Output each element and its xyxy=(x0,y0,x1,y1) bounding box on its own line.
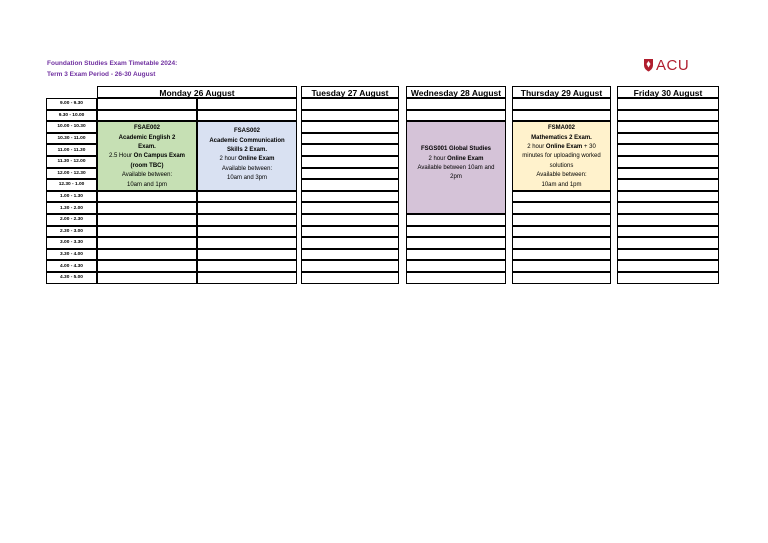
timetable-cell xyxy=(617,260,719,272)
exam-availability-window: 10am and 1pm xyxy=(541,181,582,188)
exam-name: Mathematics 2 Exam. xyxy=(531,134,592,141)
timetable-cell xyxy=(512,202,611,214)
exam-room: (room TBC) xyxy=(130,162,164,169)
timetable-cell xyxy=(97,272,197,284)
time-slot-label: 12.00 - 12.30 xyxy=(46,168,97,180)
timetable-cell xyxy=(617,249,719,261)
timetable-cell xyxy=(512,249,611,261)
day-header: Thursday 29 August xyxy=(512,86,611,98)
timetable-cell xyxy=(301,214,399,226)
exam-name: Academic Communication xyxy=(209,137,285,144)
timetable-cell xyxy=(301,272,399,284)
time-slot-label: 1.30 - 2.00 xyxy=(46,202,97,214)
timetable-cell xyxy=(97,110,197,122)
timetable-cell xyxy=(97,260,197,272)
time-slot-label: 11.30 - 12.00 xyxy=(46,156,97,168)
exam-availability-window: 2pm xyxy=(450,174,462,181)
exam-block-fsas002[interactable] xyxy=(197,121,297,191)
timetable-cell xyxy=(301,249,399,261)
timetable-cell xyxy=(301,110,399,122)
time-slot-label: 4.30 - 5.00 xyxy=(46,272,97,284)
exam-mode-type: On Campus Exam xyxy=(133,153,186,160)
timetable-cell xyxy=(512,237,611,249)
timetable-cell xyxy=(406,237,506,249)
exam-duration: 2 hour xyxy=(428,155,448,162)
exam-availability: Available between 10am and xyxy=(417,165,495,171)
timetable-cell xyxy=(617,156,719,168)
exam-availability-window: 10am and 1pm xyxy=(126,181,168,188)
timetable-cell xyxy=(97,249,197,261)
timetable-cell xyxy=(406,110,506,122)
exam-availability: Available between: xyxy=(536,172,587,179)
exam-block-fsae002[interactable] xyxy=(97,121,197,191)
time-slot-label: 2.00 - 2.30 xyxy=(46,214,97,226)
timetable-cell xyxy=(617,179,719,191)
time-slot-label: 3.00 - 3.30 xyxy=(46,237,97,249)
timetable-cell xyxy=(197,191,297,203)
timetable-cell xyxy=(97,226,197,238)
timetable-cell xyxy=(197,249,297,261)
timetable-cell xyxy=(197,214,297,226)
exam-mode xyxy=(428,155,483,164)
timetable-cell xyxy=(301,168,399,180)
exam-code: FSMA002 xyxy=(547,125,575,132)
time-slot-label: 2.30 - 3.00 xyxy=(46,226,97,238)
time-slot-label: 12.30 - 1.00 xyxy=(46,179,97,191)
exam-mode-type: Online Exam xyxy=(238,156,275,163)
timetable-cell xyxy=(617,191,719,203)
timetable-cell xyxy=(301,156,399,168)
exam-extra-time-detail: solutions xyxy=(549,162,574,169)
time-slot-label: 10.30 - 11.00 xyxy=(46,133,97,145)
timetable-cell xyxy=(301,179,399,191)
timetable-cell xyxy=(97,191,197,203)
time-slot-label: 4.00 - 4.30 xyxy=(46,260,97,272)
time-slot-label: 3.30 - 4.00 xyxy=(46,249,97,261)
exam-code: FSAS002 xyxy=(233,128,260,135)
timetable-cell xyxy=(197,98,297,110)
timetable-cell xyxy=(617,98,719,110)
timetable-cell xyxy=(617,237,719,249)
timetable-cell xyxy=(617,272,719,284)
exam-block-fsma002[interactable] xyxy=(512,121,611,191)
exam-name: Skills 2 Exam. xyxy=(226,147,268,153)
timetable-cell xyxy=(406,214,506,226)
day-header: Friday 30 August xyxy=(617,86,719,98)
timetable-cell xyxy=(301,98,399,110)
timetable-cell xyxy=(97,237,197,249)
time-slot-label: 9.30 - 10.00 xyxy=(46,110,97,122)
timetable-cell xyxy=(97,98,197,110)
timetable-cell xyxy=(301,260,399,272)
exam-mode-type: Online Exam xyxy=(447,155,484,162)
day-header: Monday 26 August xyxy=(97,86,297,98)
logo-text: ACU xyxy=(656,56,690,74)
exam-availability-window: 10am and 3pm xyxy=(226,175,268,182)
timetable-cell xyxy=(301,121,399,133)
timetable-cell xyxy=(97,202,197,214)
timetable-cell xyxy=(617,168,719,180)
timetable-cell xyxy=(512,226,611,238)
day-header: Wednesday 28 August xyxy=(406,86,506,98)
exam-availability: Available between: xyxy=(221,165,273,172)
timetable-cell xyxy=(197,260,297,272)
timetable-cell xyxy=(197,110,297,122)
timetable-cell xyxy=(406,226,506,238)
timetable-cell xyxy=(301,226,399,238)
timetable-cell xyxy=(406,98,506,110)
exam-duration: 2 hour xyxy=(527,144,546,150)
timetable-cell xyxy=(512,260,611,272)
exam-duration: 2.5 Hour xyxy=(108,153,134,160)
timetable-cell xyxy=(197,202,297,214)
timetable-cell xyxy=(301,191,399,203)
acu-logo xyxy=(643,56,689,74)
timetable-cell xyxy=(406,260,506,272)
exam-code-name: FSGS001 Global Studies xyxy=(420,146,492,153)
page-title xyxy=(47,58,177,80)
exam-duration: 2 hour xyxy=(219,156,239,163)
title-line-1: Foundation Studies Exam Timetable 2024: xyxy=(47,60,178,67)
exam-timetable-grid xyxy=(46,86,719,284)
day-header: Tuesday 27 August xyxy=(301,86,399,98)
timetable-cell xyxy=(406,272,506,284)
timetable-cell xyxy=(512,214,611,226)
shield-icon xyxy=(643,58,654,72)
timetable-cell xyxy=(197,272,297,284)
timetable-cell xyxy=(512,272,611,284)
exam-block-fsgs001[interactable] xyxy=(406,121,506,214)
exam-mode xyxy=(109,152,185,161)
exam-name: Exam. xyxy=(138,144,156,150)
timetable-cell xyxy=(617,144,719,156)
time-slot-label: 11.00 - 11.30 xyxy=(46,144,97,156)
timetable-cell xyxy=(617,121,719,133)
timetable-cell xyxy=(301,133,399,145)
exam-extra-time: + 30 xyxy=(582,144,596,150)
exam-availability: Available between: xyxy=(121,172,173,179)
exam-mode xyxy=(219,155,274,164)
exam-extra-time-detail: minutes for uploading worked xyxy=(522,153,601,160)
timetable-cell xyxy=(97,214,197,226)
exam-name: Academic English 2 xyxy=(118,134,176,141)
title-line-2: Term 3 Exam Period - 26-30 August xyxy=(47,71,156,78)
timetable-cell xyxy=(301,144,399,156)
exam-mode-type: Online Exam xyxy=(545,144,583,150)
exam-code: FSAE002 xyxy=(133,125,160,132)
timetable-cell xyxy=(512,110,611,122)
time-slot-label: 10.00 - 10.30 xyxy=(46,121,97,133)
timetable-cell xyxy=(617,133,719,145)
timetable-cell xyxy=(617,226,719,238)
timetable-cell xyxy=(512,191,611,203)
timetable-cell xyxy=(617,202,719,214)
timetable-cell xyxy=(301,202,399,214)
time-slot-label: 1.00 - 1.30 xyxy=(46,191,97,203)
exam-mode xyxy=(527,143,596,152)
timetable-cell xyxy=(197,237,297,249)
timetable-cell xyxy=(512,98,611,110)
time-slot-label: 9.00 - 9.30 xyxy=(46,98,97,110)
timetable-cell xyxy=(301,237,399,249)
timetable-cell xyxy=(197,226,297,238)
timetable-cell xyxy=(617,110,719,122)
timetable-cell xyxy=(617,214,719,226)
timetable-cell xyxy=(406,249,506,261)
